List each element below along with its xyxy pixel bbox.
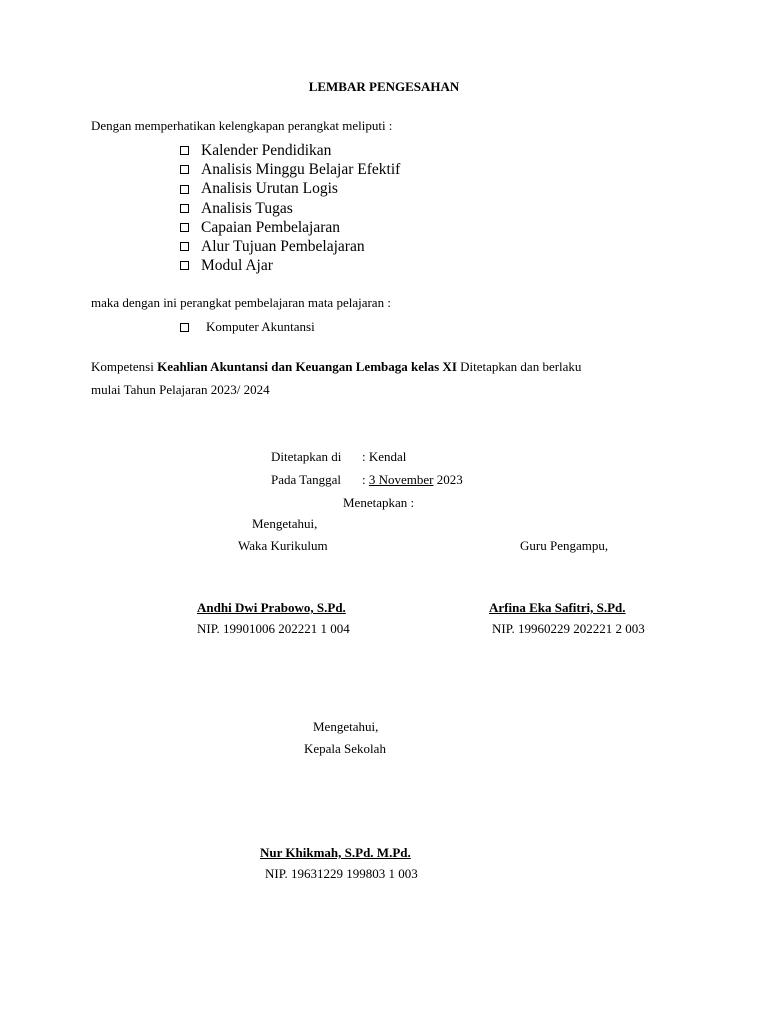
checklist-item: Modul Ajar — [180, 256, 400, 275]
checklist-item: Alur Tujuan Pembelajaran — [180, 237, 400, 256]
checklist-item: Analisis Minggu Belajar Efektif — [180, 160, 400, 179]
date-value: : 3 November 2023 — [362, 472, 463, 487]
subject-item — [180, 319, 315, 335]
competency-line-2: mulai Tahun Pelajaran 2023/ 2024 — [91, 382, 270, 397]
left-signer-role: Waka Kurikulum — [238, 538, 328, 553]
checkbox-icon — [180, 261, 189, 270]
intro-text: Dengan memperhatikan kelengkapan perangkat meliputi : — [91, 118, 393, 133]
right-signer-role: Guru Pengampu, — [520, 538, 609, 553]
principal-role: Kepala Sekolah — [304, 741, 386, 756]
competency-expertise: Keahlian Akuntansi dan Keuangan Lembaga kelas XI — [157, 359, 457, 374]
subject-intro-text: maka dengan ini perangkat pembelajaran mata pelajaran : — [91, 295, 391, 310]
checkbox-icon — [180, 165, 189, 174]
date-day-month: 3 November — [368, 472, 434, 487]
checkbox-icon — [180, 242, 189, 251]
subject-name: Komputer Akuntansi — [206, 319, 315, 334]
principal-knowing-label: Mengetahui, — [313, 719, 379, 734]
checklist-item: Analisis Tugas — [180, 199, 400, 218]
checklist-item: Analisis Urutan Logis — [180, 179, 400, 198]
checkbox-icon — [180, 323, 189, 332]
principal-name: Nur Khikmah, S.Pd. M.Pd. — [260, 845, 411, 860]
document-title: LEMBAR PENGESAHAN — [308, 79, 460, 94]
date-label: Pada Tanggal — [271, 472, 341, 487]
competency-line-1: Kompetensi Keahlian Akuntansi dan Keuangan Lembaga kelas XI Ditetapkan dan berlaku — [91, 359, 582, 374]
place-value: : Kendal — [362, 449, 407, 464]
checkbox-icon — [180, 223, 189, 232]
menetapkan-label: Menetapkan : — [343, 495, 415, 510]
left-knowing-label: Mengetahui, — [252, 516, 318, 531]
checkbox-icon — [180, 146, 189, 155]
principal-nip: NIP. 19631229 199803 1 003 — [265, 866, 418, 881]
checkbox-icon — [180, 204, 189, 213]
device-checklist — [180, 141, 400, 275]
right-signer-name: Arfina Eka Safitri, S.Pd. — [489, 600, 626, 615]
right-signer-nip: NIP. 19960229 202221 2 003 — [492, 621, 645, 636]
checkbox-icon — [180, 185, 189, 194]
checklist-item: Kalender Pendidikan — [180, 141, 400, 160]
left-signer-nip: NIP. 19901006 202221 1 004 — [197, 621, 350, 636]
left-signer-name: Andhi Dwi Prabowo, S.Pd. — [197, 600, 346, 615]
checklist-item: Capaian Pembelajaran — [180, 218, 400, 237]
place-label: Ditetapkan di — [271, 449, 342, 464]
